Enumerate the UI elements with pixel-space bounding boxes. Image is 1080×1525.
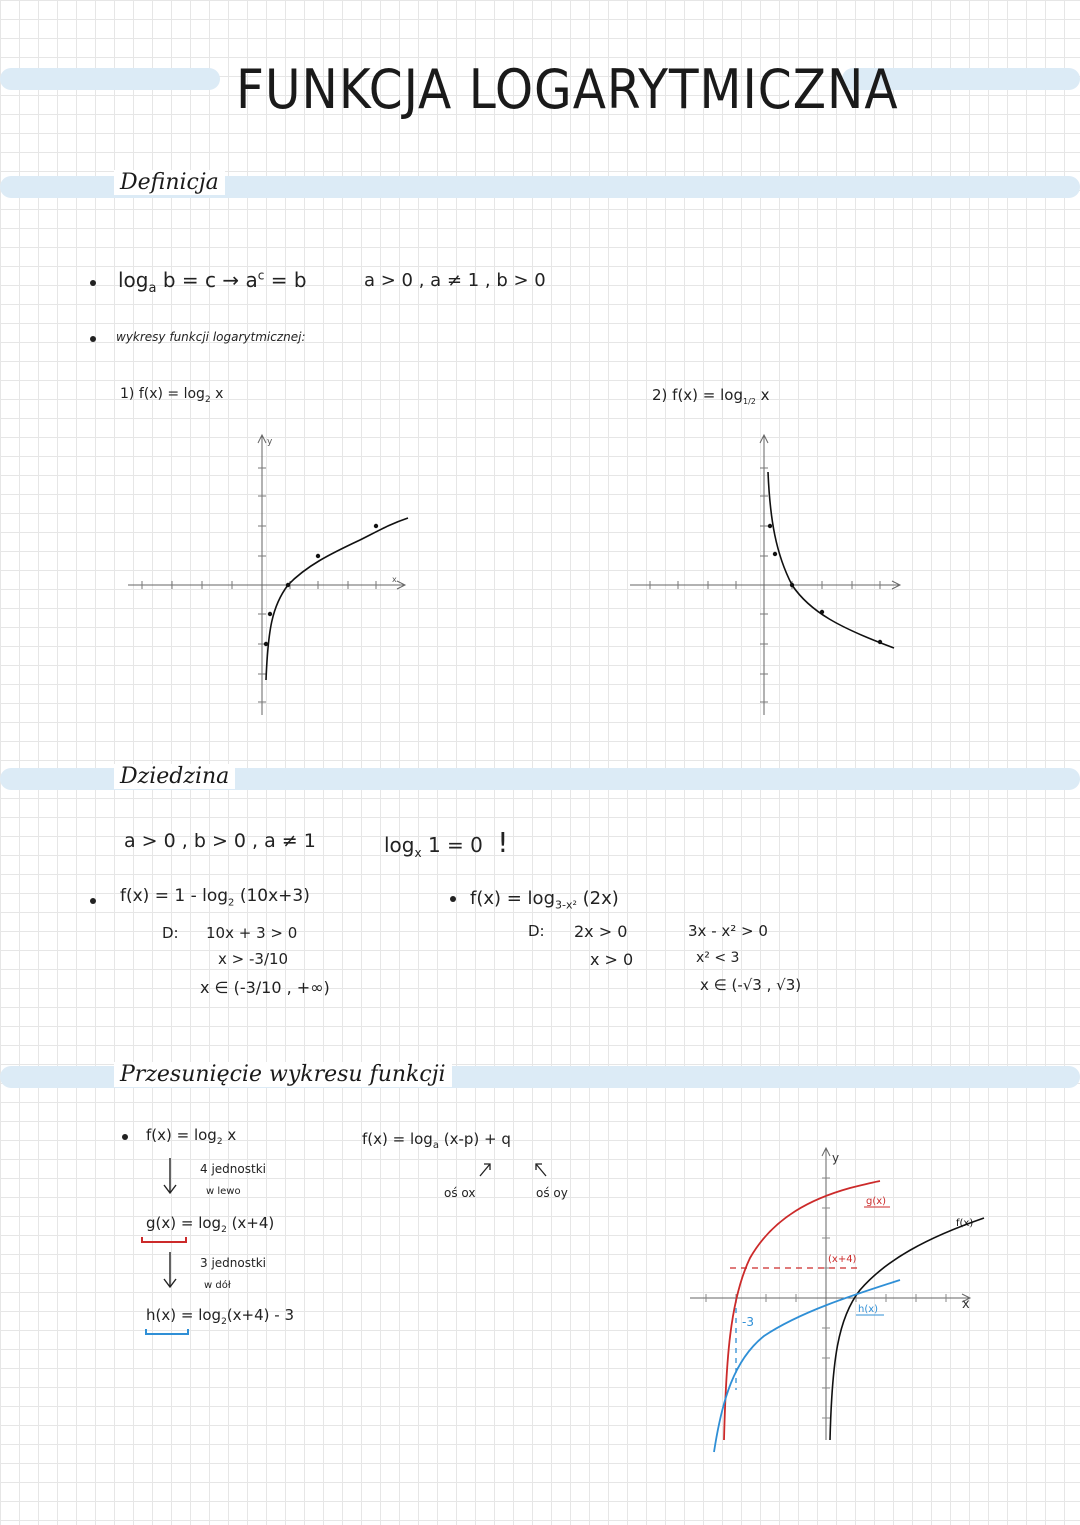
log-text: log — [118, 268, 149, 292]
graph1-axis-x: x — [392, 575, 397, 584]
ex1-arg: (10x+3) — [234, 886, 310, 906]
definition-formula — [118, 268, 307, 296]
special-log: log — [384, 833, 415, 857]
arrow-up-left-icon — [530, 1160, 550, 1180]
bullet — [450, 896, 456, 902]
shift-f-text: f(x) = log — [146, 1126, 217, 1144]
label-os-oy: oś oy — [536, 1186, 568, 1200]
graph2-base: 1/2 — [743, 397, 756, 406]
special-base: x — [414, 846, 422, 860]
ex1-line1: 10x + 3 > 0 — [206, 924, 298, 942]
shift-h — [146, 1306, 294, 1327]
graph1-axis-y: y — [267, 437, 273, 447]
ex1-base: 2 — [228, 897, 235, 909]
log-half-curve — [768, 472, 894, 648]
domain-special — [384, 826, 508, 860]
ex1-d: D: — [162, 924, 179, 942]
curve-f — [830, 1218, 984, 1440]
ex1-function — [120, 886, 310, 908]
general-text: f(x) = log — [362, 1130, 433, 1148]
section-title-definition: Definicja — [114, 170, 225, 195]
ex2-arg: (2x) — [576, 888, 619, 909]
ex2-line1: 2x > 0 — [574, 922, 628, 941]
special-mark: ! — [497, 826, 509, 859]
ex2-func-text: f(x) = log — [470, 888, 555, 909]
general-arg: (x-p) + q — [438, 1130, 511, 1148]
shift-graph-x: x — [962, 1297, 970, 1312]
graph1-base: 2 — [204, 394, 211, 405]
ex2-function — [470, 888, 619, 912]
arrow-down-icon — [160, 1156, 180, 1196]
shift-h-arg: (x+4) - 3 — [226, 1306, 294, 1324]
shift-g-text: g(x) = log — [146, 1214, 222, 1232]
bullet — [122, 1134, 128, 1140]
label-h: h(x) — [858, 1304, 879, 1315]
formula-exp: c — [257, 268, 265, 283]
shift-graph — [690, 1140, 990, 1460]
ex2-d: D: — [528, 922, 545, 940]
bullet — [90, 898, 96, 904]
formula-end: = b — [264, 268, 307, 292]
label-x4: (x+4) — [828, 1254, 857, 1265]
shift-f — [146, 1126, 236, 1147]
arrow-up-right-icon — [476, 1160, 496, 1180]
page-title: FUNKCJA LOGARYTMICZNA — [236, 58, 899, 121]
arrow-down-icon — [160, 1250, 180, 1290]
log2-curve — [266, 518, 408, 680]
section-title-domain: Dziedzina — [114, 764, 235, 789]
h-underline — [144, 1328, 194, 1336]
graph2-label-text: 2) f(x) = log — [652, 386, 743, 404]
graph-log-half — [630, 430, 930, 730]
general-base: a — [432, 1140, 439, 1151]
bullet — [90, 336, 96, 342]
label-os-ox: oś ox — [444, 1186, 476, 1200]
title-band-left — [0, 68, 220, 90]
shift-g-base: 2 — [221, 1225, 227, 1235]
domain-conditions: a > 0 , b > 0 , a ≠ 1 — [124, 830, 316, 852]
formula-rest: b = c → a — [162, 268, 258, 292]
shift-f-base: 2 — [216, 1137, 223, 1147]
step1-direction: w lewo — [206, 1186, 241, 1197]
curve-g — [724, 1181, 880, 1440]
g-underline — [140, 1236, 190, 1244]
ex1-func-text: f(x) = 1 - log — [120, 886, 229, 906]
definition-conditions: a > 0 , a ≠ 1 , b > 0 — [364, 270, 546, 291]
label-f: f(x) — [956, 1218, 974, 1229]
step2-amount: 3 jednostki — [200, 1256, 266, 1270]
ex1-line3: x ∈ (-3/10 , +∞) — [200, 978, 330, 997]
label-g: g(x) — [866, 1196, 887, 1207]
ex2-base: 3-x² — [555, 898, 577, 912]
ex2-right2: x² < 3 — [696, 950, 740, 966]
shift-general — [362, 1130, 511, 1151]
ex2-right3: x ∈ (-√3 , √3) — [700, 976, 802, 994]
special-rest: 1 = 0 — [421, 833, 483, 857]
graph2-var: x — [755, 386, 770, 404]
shift-h-text: h(x) = log — [146, 1306, 222, 1324]
label-minus3: -3 — [742, 1315, 754, 1329]
graph1-label-text: 1) f(x) = log — [120, 386, 205, 402]
shift-g — [146, 1214, 274, 1235]
graph1-var: x — [210, 386, 224, 402]
ex2-right1: 3x - x² > 0 — [688, 922, 768, 940]
graph2-label — [652, 386, 770, 406]
step2-direction: w dół — [204, 1280, 231, 1291]
bullet — [90, 280, 96, 286]
shift-f-var: x — [222, 1126, 237, 1144]
shift-g-arg: (x+4) — [226, 1214, 275, 1232]
step1-amount: 4 jednostki — [200, 1162, 266, 1176]
graphs-label: wykresy funkcji logarytmicznej: — [116, 330, 306, 344]
section-title-shift: Przesunięcie wykresu funkcji — [114, 1062, 452, 1087]
log-base: a — [148, 281, 157, 296]
ex1-line2: x > -3/10 — [218, 950, 289, 968]
shift-h-base: 2 — [221, 1317, 227, 1327]
graph-log2 — [120, 430, 420, 730]
graph1-label — [120, 386, 223, 405]
shift-graph-y: y — [832, 1151, 840, 1165]
ex2-line2: x > 0 — [590, 950, 634, 969]
